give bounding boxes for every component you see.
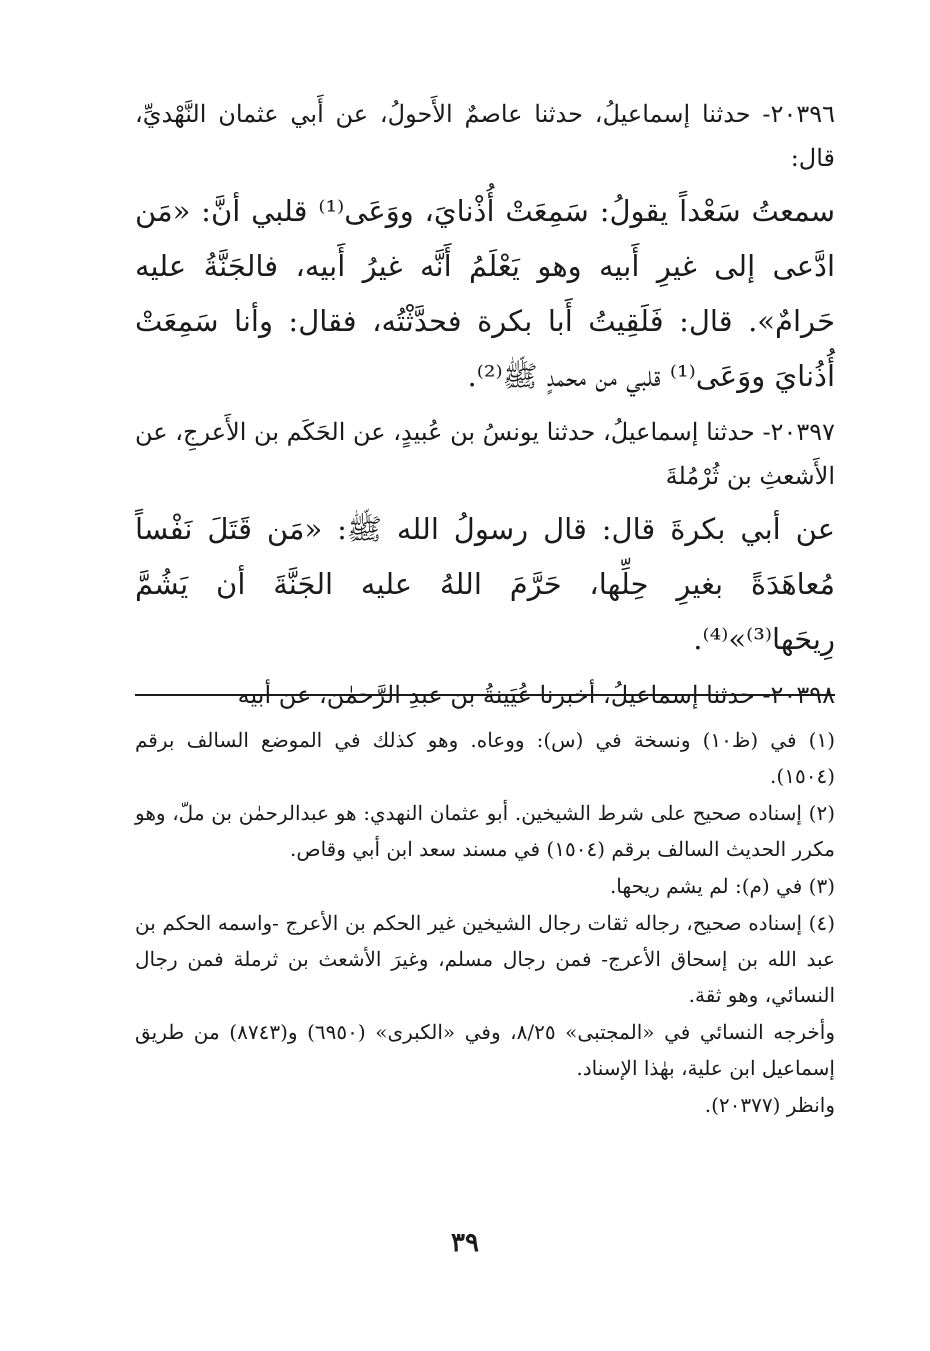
hadith-20398-isnad: ٢٠٣٩٨- حدثنا إسماعيلُ، أخبرنا عُيَينةُ بن عبدِ الرَّحمٰن، عن أبيه [237,681,835,709]
footnote-divider [135,694,835,696]
page-number: ٣٩ [451,1228,479,1258]
footnote-4: (٤) إسناده صحيح، رجاله ثقات رجال الشيخين غير الحكم بن الأعرج -واسمه الحكم بن عبد الله بن إسحاق الأعرج- فمن رجال مسلم، وغيرَ الأشعث بن ثرملة فمن رجال النسائي، وهو ثقة. [135,911,835,1007]
hadith-20396-isnad: ٢٠٣٩٦- حدثنا إسماعيلُ، حدثنا عاصمٌ الأَحولُ، عن أَبي عثمان النَّهْديِّ، قال: [135,100,835,172]
footnote-4-continuation: وأخرجه النسائي في «المجتبى» ٨/٢٥، وفي «الكبرى» (٦٩٥٠) و(٨٧٤٣) من طريق إسماعيل ابن علية، بهٰذا الإسناد. [135,1020,835,1080]
footnote-4-see-also: وانظر (٢٠٣٧٧). [704,1093,835,1117]
footnote-3: (٣) في (م): لم يشم ريحها. [609,874,835,898]
hadith-entries [135,92,835,717]
footnotes [135,722,835,1124]
hadith-20397-isnad: ٢٠٣٩٧- حدثنا إسماعيلُ، حدثنا يونسُ بن عُبيدٍ، عن الحَكَم بن الأَعرجِ، عن الأَشعثِ بن ثُرْمُلةَ [135,418,835,490]
hadith-20396-text: سمعتُ سَعْداً يقولُ: سَمِعَتْ أُذْنايَ، ووَعَى⁽¹⁾ قلبي أنَّ: «مَن ادَّعى إلى غيرِ أَبيه وهو يَعْلَمُ أَنَّه غيرُ أَبيه، فالجَنَّةُ عليه حَرامٌ». قال: فَلَقِيتُ أَبا بكرة فحدَّثْتُه، فقال: وأنا سَمِعَتْ أُذُنايَ ووَعَى⁽¹⁾ قلبي من محمدٍ ﷺ⁽²⁾. [135,194,836,393]
footnote-2: (٢) إسناده صحيح على شرط الشيخين. أبو عثمان النهدي: هو عبدالرحمٰن بن ملّ، وهو مكرر الحديث السالف برقم (١٥٠٤) في مسند سعد ابن أبي وقاص. [135,801,835,861]
hadith-20397-text: عن أبي بكرةَ قال: قال رسولُ الله ﷺ: «مَن قَتَلَ نَفْساً مُعاهَدَةً بغيرِ حِلِّها، حَرَّمَ اللهُ عليه الجَنَّةَ أن يَشُمَّ رِيحَها⁽³⁾»⁽⁴⁾. [135,512,835,656]
main-text [135,92,835,717]
footnote-1: (١) في (ظ١٠) ونسخة في (س): ووعاه. وهو كذلك في الموضع السالف برقم (١٥٠٤). [135,728,835,788]
